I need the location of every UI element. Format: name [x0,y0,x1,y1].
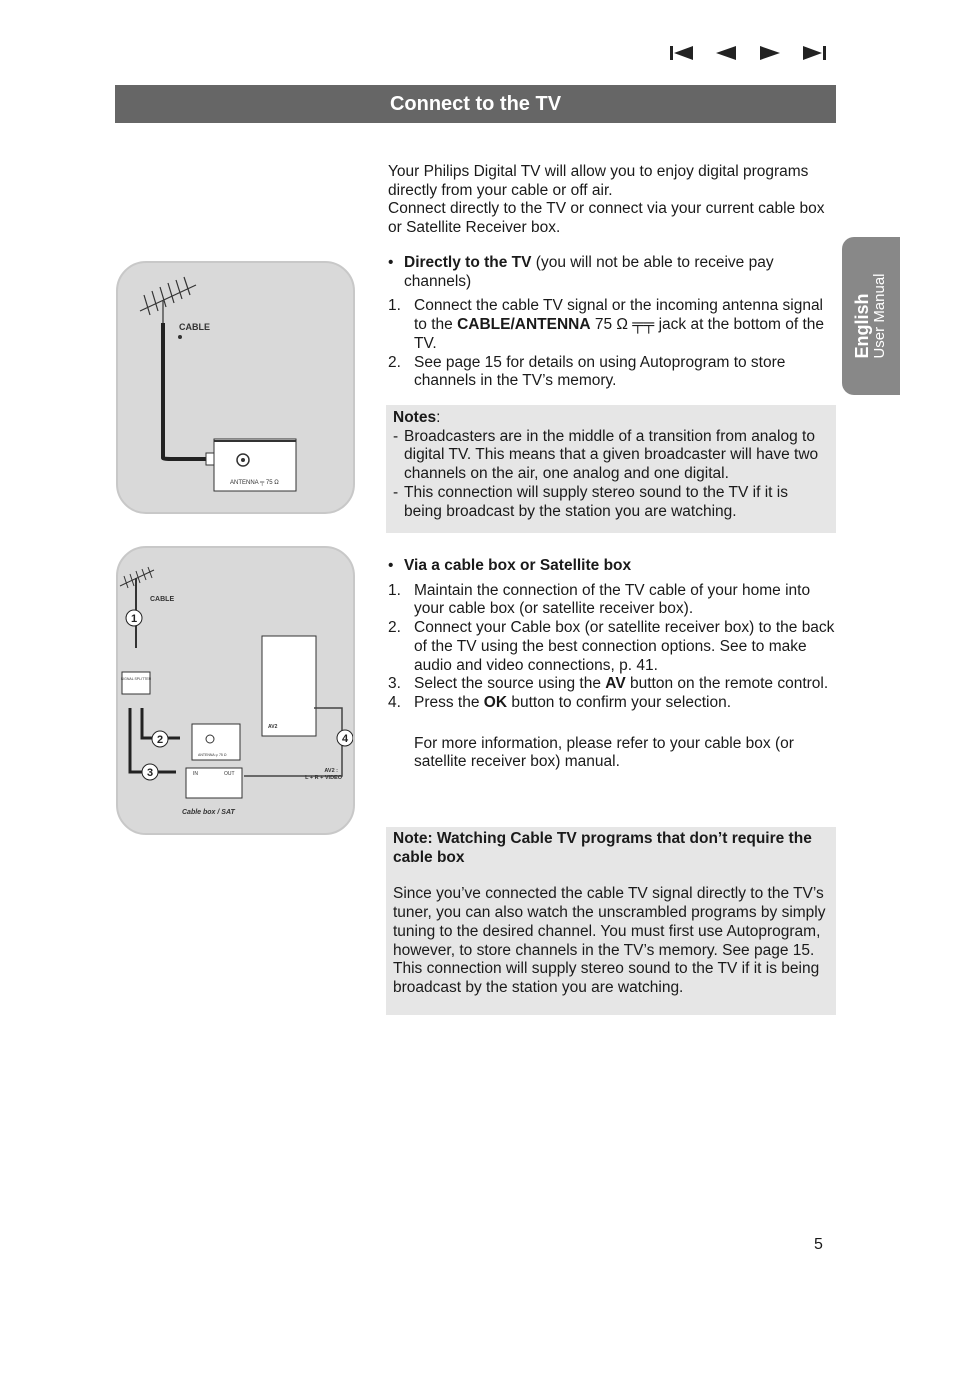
step-text: Connect your Cable box (or satellite receiver box) to the back of the TV using the best connection options. See to make audio and video connections, p. 41. [414,619,835,674]
direct-section [388,254,836,391]
last-page-icon[interactable] [799,42,829,64]
notes-title: Notes [393,409,437,426]
via-box-section [388,557,836,772]
out-label: OUT [224,771,235,777]
notes-title-line [393,409,828,428]
step-bold-text: CABLE/ANTENNA [457,316,591,334]
notes-colon: : [436,409,441,426]
cable-label: CABLE [150,596,175,603]
cable-label: CABLE [179,322,210,332]
step-number: 1. [388,297,401,315]
side-tab-language: English [852,293,872,359]
direct-heading-note: (you will not be able to receive pay channels) [404,254,774,290]
via-box-steps [388,582,836,713]
step-text: See page 15 for details on using Autoprogram to store channels in the TV’s memory. [414,353,786,390]
step-number: 1. [388,581,401,599]
page-title: Connect to the TV [389,92,562,115]
step-text: button to confirm your selection. [507,693,732,711]
via-box-heading [388,557,836,576]
step-2-label: 2 [156,734,164,746]
list-item: - This connection will supply stereo sound to the TV if it is being broadcast by the station you are watching. [393,484,828,521]
next-page-icon[interactable] [755,42,785,64]
in-label: IN [193,771,198,777]
note-text: This connection will supply stereo sound to the TV if it is being broadcast by the station you are watching. [404,483,788,520]
step-text: Press the [414,693,484,711]
list-item [388,619,836,675]
intro-paragraph: Connect directly to the TV or connect via your current cable box or Satellite Receiver box. [388,200,825,237]
antenna-icon [140,277,196,458]
av2-panel-label: AV2 [268,724,278,730]
list-item [388,675,836,694]
av2-connection-label: AV2 : [324,768,338,774]
bullet-icon: • [388,254,394,271]
page-number: 5 [814,1236,823,1253]
via-box-heading-title: Via a cable box or Satellite box [404,557,632,574]
step-bold-text: OK [483,693,508,711]
cable-box-connection-diagram [116,546,355,835]
direct-connection-illustration [118,263,353,512]
list-item [388,297,836,353]
step-3-label: 3 [146,767,154,779]
step-number: 3. [388,675,401,693]
page-navigation [667,42,829,64]
language-side-tab[interactable] [842,237,900,395]
intro-text [388,163,836,238]
splitter-label: SIGNAL SPLITTER [120,677,152,681]
lrv-label: L + R + VIDEO [305,775,342,781]
cable-note-body: Since you’ve connected the cable TV signal directly to the TV’s tuner, you can also watch the unscrambled programs by simply tuning to the desired channel. You must first use Autoprogram, however, to store channels in the TV’s memory. See page 15. This connection will supply stereo sound to the TV if it is being broadcast by the station you are watching. [393,885,826,996]
step-number: 4. [388,693,401,711]
step-text: button on the remote control. [625,675,829,693]
step-number: 2. [388,353,401,371]
first-page-icon[interactable] [667,42,697,64]
bullet-icon: • [388,557,394,574]
notes-box [386,405,836,533]
cable-note-title: Note: Watching Cable TV programs that don’t require the cable box [393,830,812,866]
box-label: Cable box / SAT [182,809,235,816]
antenna-label: ANTENNA ╤ 75 Ω [198,753,227,757]
direct-heading [388,254,836,291]
step-bold-text: AV [605,675,626,693]
antenna-label: ANTENNA ╤ 75 Ω [230,480,279,486]
step-number: 2. [388,619,401,637]
step-text: Connect the cable TV signal or the incoming antenna signal to the [414,297,824,334]
direct-heading-title: Directly to the TV [404,254,532,271]
list-item: - Broadcasters are in the middle of a transition from analog to digital TV. This means that a given broadcaster will have two channels on the air, one analog and one digital. [393,428,828,484]
list-item [388,354,836,391]
more-info-text: For more information, please refer to your cable box (or satellite receiver box) manual. [414,734,794,771]
side-tab-subtitle: User Manual [871,273,888,359]
list-item [388,694,836,713]
list-item [388,582,836,619]
step-text: Select the source using the [414,675,606,693]
intro-paragraph: Your Philips Digital TV will allow you to enjoy digital programs directly from your cable or off air. [388,163,809,199]
step-text: 75 Ω ╤╤ jack at the bottom of the TV. [414,316,825,352]
cable-note-box [386,827,836,1015]
page-title-bar [115,85,836,123]
step-1-label: 1 [130,613,138,625]
direct-steps [388,297,836,391]
step-text: Maintain the connection of the TV cable of your home into your cable box (or satellite receiver box). [414,581,811,618]
cable-box-illustration [118,548,353,833]
previous-page-icon[interactable] [711,42,741,64]
direct-connection-diagram [116,261,355,514]
step-4-label: 4 [341,733,349,745]
note-text: Broadcasters are in the middle of a transition from analog to digital TV. This means that a given broadcaster will have two channels on the air, one analog and one digital. [404,427,819,483]
